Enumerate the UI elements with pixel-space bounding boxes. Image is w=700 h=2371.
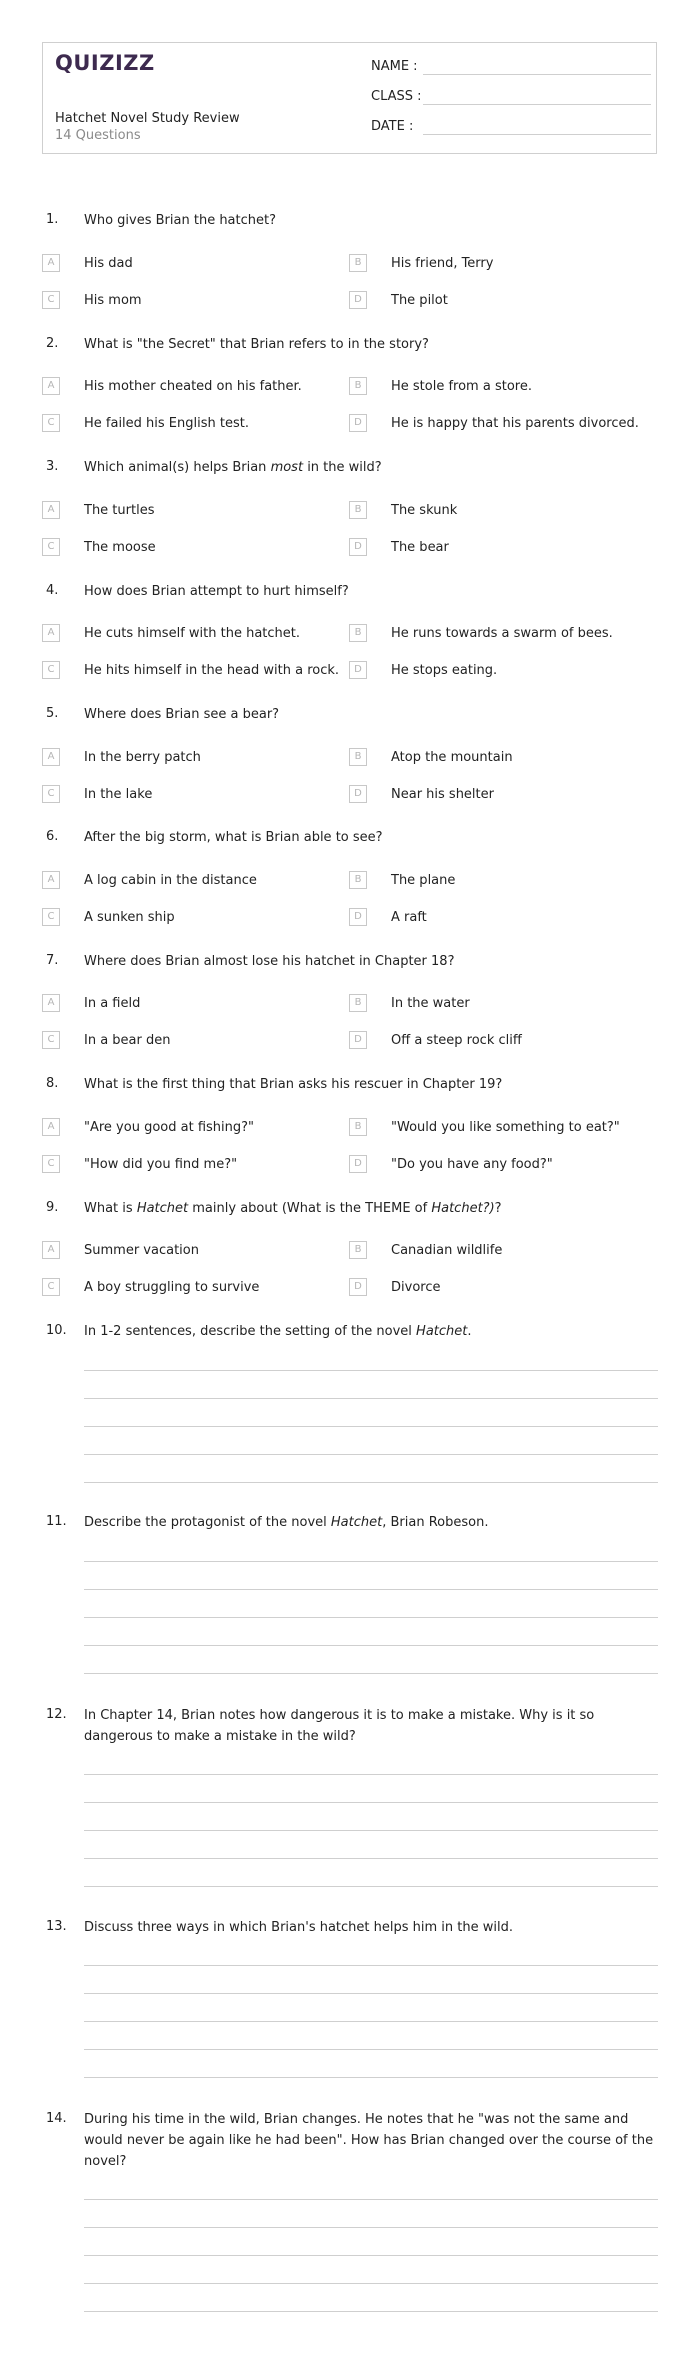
- worksheet-header: [42, 42, 657, 154]
- answer-line[interactable]: [84, 1426, 658, 1427]
- option-text: In the lake: [84, 787, 153, 802]
- option-text: A log cabin in the distance: [84, 873, 257, 888]
- answer-line[interactable]: [84, 2077, 658, 2078]
- option-text: In a field: [84, 996, 141, 1011]
- question-text-emphasis: Hatchet: [330, 1515, 383, 1530]
- class-label: CLASS :: [371, 89, 422, 104]
- option-letter[interactable]: C: [42, 538, 60, 556]
- answer-line[interactable]: [84, 1858, 658, 1859]
- option-text: "How did you find me?": [84, 1157, 238, 1172]
- option-letter[interactable]: D: [349, 785, 367, 803]
- question-text-emphasis: Hatchet: [416, 1324, 468, 1339]
- option-text: He stops eating.: [391, 663, 498, 678]
- option-text: He failed his English test.: [84, 416, 249, 431]
- option-text: "Are you good at fishing?": [84, 1120, 255, 1135]
- question-number: 2.: [46, 336, 59, 351]
- question-text: What is "the Secret" that Brian refers to in the story?: [84, 337, 429, 352]
- class-field[interactable]: [371, 89, 651, 109]
- answer-line[interactable]: [84, 1454, 658, 1455]
- question-number: 4.: [46, 583, 59, 598]
- option-letter[interactable]: B: [349, 871, 367, 889]
- question-number: 8.: [46, 1076, 59, 1091]
- option-letter[interactable]: C: [42, 1278, 60, 1296]
- date-field[interactable]: [371, 119, 651, 139]
- answer-line[interactable]: [84, 1617, 658, 1618]
- option-text: The moose: [84, 540, 156, 555]
- option-letter[interactable]: A: [42, 254, 60, 272]
- answer-line[interactable]: [84, 1886, 658, 1887]
- question-number: 1.: [46, 212, 59, 227]
- question-number: 7.: [46, 953, 59, 968]
- answer-line[interactable]: [84, 1589, 658, 1590]
- option-letter[interactable]: D: [349, 538, 367, 556]
- question-number: 10.: [46, 1323, 67, 1338]
- name-label: NAME :: [371, 59, 418, 74]
- option-text: He is happy that his parents divorced.: [391, 416, 639, 431]
- option-text: Divorce: [391, 1280, 441, 1295]
- class-line: [423, 104, 651, 105]
- answer-line[interactable]: [84, 2283, 658, 2284]
- question-text-part: mainly about (What is the THEME of: [188, 1201, 432, 1216]
- question-text: [84, 457, 659, 478]
- option-letter[interactable]: A: [42, 624, 60, 642]
- question-number: 6.: [46, 829, 59, 844]
- question-text: What is the first thing that Brian asks his rescuer in Chapter 19?: [84, 1077, 503, 1092]
- option-text: The skunk: [391, 503, 458, 518]
- option-letter[interactable]: A: [42, 377, 60, 395]
- question-number: 13.: [46, 1919, 67, 1934]
- option-text: The pilot: [391, 293, 448, 308]
- option-letter[interactable]: C: [42, 661, 60, 679]
- option-letter[interactable]: C: [42, 1155, 60, 1173]
- answer-line[interactable]: [84, 1645, 658, 1646]
- question-text: Discuss three ways in which Brian's hatchet helps him in the wild.: [84, 1920, 513, 1935]
- question-text: Where does Brian almost lose his hatchet in Chapter 18?: [84, 954, 455, 969]
- option-text: "Would you like something to eat?": [391, 1120, 620, 1135]
- option-text: He stole from a store.: [391, 379, 532, 394]
- option-text: The plane: [391, 873, 456, 888]
- question-text: How does Brian attempt to hurt himself?: [84, 584, 349, 599]
- option-letter[interactable]: A: [42, 1241, 60, 1259]
- name-field[interactable]: [371, 59, 651, 79]
- answer-line[interactable]: [84, 2227, 658, 2228]
- option-text: Atop the mountain: [391, 750, 513, 765]
- option-letter[interactable]: D: [349, 291, 367, 309]
- option-text: His dad: [84, 256, 133, 271]
- option-text: Summer vacation: [84, 1243, 199, 1258]
- option-text: His mom: [84, 293, 142, 308]
- answer-line[interactable]: [84, 1993, 658, 1994]
- answer-line[interactable]: [84, 2255, 658, 2256]
- date-label: DATE :: [371, 119, 414, 134]
- question-number: 12.: [46, 1707, 67, 1722]
- question-text-part: in the wild?: [303, 460, 382, 475]
- question-text-part: In 1-2 sentences, describe the setting of the novel: [84, 1324, 417, 1339]
- option-letter[interactable]: B: [349, 624, 367, 642]
- question-text-part: ?: [494, 1201, 502, 1216]
- answer-line[interactable]: [84, 2049, 658, 2050]
- question-text: Who gives Brian the hatchet?: [84, 213, 277, 228]
- question-number: 11.: [46, 1514, 67, 1529]
- option-text: In the water: [391, 996, 470, 1011]
- question-text: After the big storm, what is Brian able to see?: [84, 830, 383, 845]
- question-text-part: , Brian Robeson.: [382, 1515, 489, 1530]
- question-number: 14.: [46, 2111, 67, 2126]
- answer-line[interactable]: [84, 1802, 658, 1803]
- option-letter[interactable]: C: [42, 908, 60, 926]
- option-text: His mother cheated on his father.: [84, 379, 302, 394]
- answer-line[interactable]: [84, 1965, 658, 1966]
- option-text: A sunken ship: [84, 910, 175, 925]
- option-letter[interactable]: A: [42, 501, 60, 519]
- option-text: He cuts himself with the hatchet.: [84, 626, 300, 641]
- option-letter[interactable]: C: [42, 785, 60, 803]
- option-letter[interactable]: C: [42, 1031, 60, 1049]
- option-letter[interactable]: B: [349, 377, 367, 395]
- option-text: He runs towards a swarm of bees.: [391, 626, 613, 641]
- answer-line[interactable]: [84, 1673, 658, 1674]
- answer-line[interactable]: [84, 2021, 658, 2022]
- option-letter[interactable]: B: [349, 501, 367, 519]
- question-text: During his time in the wild, Brian changes. He notes that he "was not the same and would never be again like he had been". How has Brian changed over the course of the novel?: [84, 2112, 654, 2169]
- option-letter[interactable]: B: [349, 994, 367, 1012]
- quizizz-logo: QUIZIZZ: [55, 51, 155, 75]
- question-text: [84, 1512, 659, 1533]
- option-text: In a bear den: [84, 1033, 171, 1048]
- answer-line[interactable]: [84, 1370, 658, 1371]
- answer-line[interactable]: [84, 2311, 658, 2312]
- date-line: [423, 134, 651, 135]
- question-text-emphasis: most: [270, 460, 304, 475]
- option-text: In the berry patch: [84, 750, 201, 765]
- option-letter[interactable]: A: [42, 994, 60, 1012]
- option-letter[interactable]: A: [42, 871, 60, 889]
- option-text: Canadian wildlife: [391, 1243, 503, 1258]
- worksheet-title: Hatchet Novel Study Review: [55, 111, 240, 126]
- question-text-part: Which animal(s) helps Brian: [84, 460, 271, 475]
- answer-line[interactable]: [84, 2199, 658, 2200]
- answer-line[interactable]: [84, 1482, 658, 1483]
- option-text: His friend, Terry: [391, 256, 494, 271]
- option-text: Near his shelter: [391, 787, 494, 802]
- option-letter[interactable]: D: [349, 1278, 367, 1296]
- question-number: 9.: [46, 1200, 59, 1215]
- option-text: He hits himself in the head with a rock.: [84, 663, 340, 678]
- option-letter[interactable]: C: [42, 414, 60, 432]
- option-letter[interactable]: A: [42, 748, 60, 766]
- question-text: Where does Brian see a bear?: [84, 707, 280, 722]
- answer-line[interactable]: [84, 1561, 658, 1562]
- answer-line[interactable]: [84, 1830, 658, 1831]
- option-letter[interactable]: D: [349, 1155, 367, 1173]
- option-letter[interactable]: B: [349, 1118, 367, 1136]
- option-text: The bear: [391, 540, 449, 555]
- answer-line[interactable]: [84, 1398, 658, 1399]
- question-number: 5.: [46, 706, 59, 721]
- question-text-emphasis: Hatchet: [136, 1201, 189, 1216]
- question-count: 14 Questions: [55, 128, 141, 143]
- option-letter[interactable]: B: [349, 748, 367, 766]
- option-text: The turtles: [84, 503, 155, 518]
- option-letter[interactable]: D: [349, 1031, 367, 1049]
- question-text: In Chapter 14, Brian notes how dangerous it is to make a mistake. Why is it so dangerous to make a mistake in the wild?: [84, 1708, 595, 1744]
- option-text: "Do you have any food?": [391, 1157, 553, 1172]
- option-letter[interactable]: C: [42, 291, 60, 309]
- question-number: 3.: [46, 459, 59, 474]
- option-letter[interactable]: A: [42, 1118, 60, 1136]
- answer-line[interactable]: [84, 1774, 658, 1775]
- option-letter[interactable]: B: [349, 1241, 367, 1259]
- name-line: [423, 74, 651, 75]
- option-text: A boy struggling to survive: [84, 1280, 260, 1295]
- question-text-part: What is: [84, 1201, 137, 1216]
- option-letter[interactable]: B: [349, 254, 367, 272]
- question-text-emphasis: Hatchet?): [431, 1201, 495, 1216]
- option-letter[interactable]: D: [349, 908, 367, 926]
- option-text: A raft: [391, 910, 427, 925]
- option-letter[interactable]: D: [349, 661, 367, 679]
- question-text-part: .: [467, 1324, 472, 1339]
- question-text-part: Describe the protagonist of the novel: [84, 1515, 331, 1530]
- option-text: Off a steep rock cliff: [391, 1033, 522, 1048]
- option-letter[interactable]: D: [349, 414, 367, 432]
- question-text: [84, 1321, 659, 1342]
- question-text: [84, 1198, 659, 1219]
